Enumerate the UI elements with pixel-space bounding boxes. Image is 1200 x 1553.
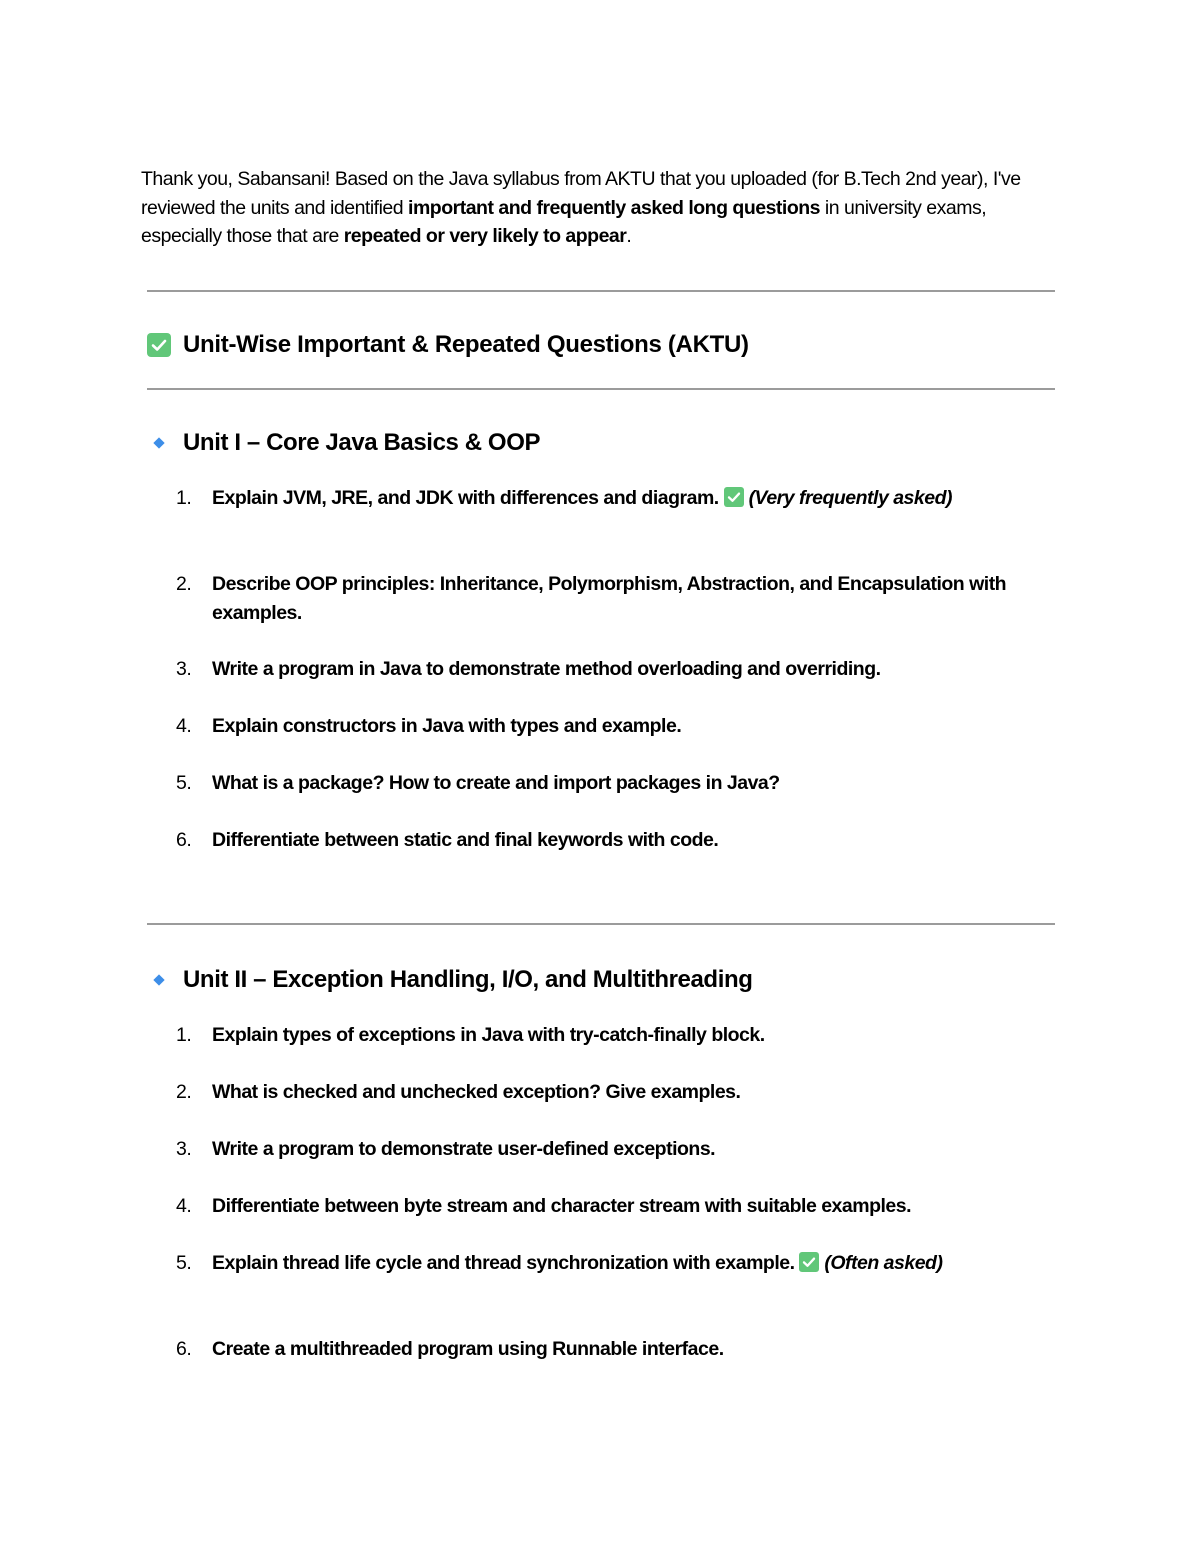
question-text: Create a multithreaded program using Runnable interface. bbox=[212, 1338, 724, 1360]
question-number: 1. bbox=[176, 1024, 192, 1046]
intro-bold-2: repeated or very likely to appear bbox=[343, 225, 627, 247]
list-item bbox=[176, 712, 1036, 741]
question-number: 5. bbox=[176, 772, 192, 794]
question-text: Write a program to demonstrate user-defined exceptions. bbox=[212, 1138, 716, 1160]
list-item bbox=[176, 1192, 1036, 1221]
intro-text-1: Thank you, Sabansani! Based on the Java syllabus from AKTU that you uploaded (for B.Tech 2nd year), I've reviewed the units and identified bbox=[141, 168, 1021, 219]
list-item bbox=[176, 1021, 1036, 1050]
section-heading-title: Unit-Wise Important & Repeated Questions (AKTU) bbox=[183, 331, 749, 358]
question-number: 2. bbox=[176, 573, 192, 595]
list-item bbox=[176, 1249, 1036, 1278]
horizontal-rule bbox=[147, 923, 1055, 925]
question-text: Differentiate between byte stream and character stream with suitable examples. bbox=[212, 1195, 912, 1217]
question-text: Differentiate between static and final keywords with code. bbox=[212, 829, 719, 851]
list-item bbox=[176, 826, 1036, 855]
question-number: 1. bbox=[176, 487, 192, 509]
unit-title: Unit I – Core Java Basics & OOP bbox=[183, 429, 541, 456]
list-item bbox=[176, 1135, 1036, 1164]
question-text: Explain JVM, JRE, and JDK with differences and diagram. bbox=[212, 487, 719, 509]
question-text: Explain types of exceptions in Java with try-catch-finally block. bbox=[212, 1024, 765, 1046]
small-blue-diamond-icon bbox=[152, 973, 166, 987]
intro-text-2: in university exams, especially those that are bbox=[141, 196, 987, 247]
list-item bbox=[176, 655, 1036, 684]
question-text: Explain constructors in Java with types and example. bbox=[212, 715, 682, 737]
horizontal-rule bbox=[147, 388, 1055, 390]
question-number: 3. bbox=[176, 1138, 192, 1160]
intro-paragraph bbox=[141, 165, 1056, 251]
small-blue-diamond-icon bbox=[152, 436, 166, 450]
check-mark-button-icon bbox=[799, 1252, 819, 1272]
question-number: 4. bbox=[176, 715, 192, 737]
question-number: 6. bbox=[176, 1338, 192, 1360]
question-text: Explain thread life cycle and thread synchronization with example. bbox=[212, 1252, 795, 1274]
question-number: 4. bbox=[176, 1195, 192, 1217]
list-item bbox=[176, 1335, 1036, 1364]
check-mark-button-icon bbox=[724, 487, 744, 507]
unit-heading-2 bbox=[152, 963, 752, 997]
list-item bbox=[176, 570, 1036, 627]
question-text: What is a package? How to create and import packages in Java? bbox=[212, 772, 780, 794]
list-item bbox=[176, 1078, 1036, 1107]
question-note: (Often asked) bbox=[824, 1252, 943, 1274]
check-mark-button-icon bbox=[147, 333, 171, 357]
question-number: 3. bbox=[176, 658, 192, 680]
intro-bold-1: important and frequently asked long questions bbox=[408, 196, 820, 219]
unit-heading-1 bbox=[152, 426, 540, 460]
question-note: (Very frequently asked) bbox=[748, 487, 953, 509]
question-text: What is checked and unchecked exception? Give examples. bbox=[212, 1081, 741, 1103]
unit-title: Unit II – Exception Handling, I/O, and Multithreading bbox=[183, 966, 753, 993]
list-item bbox=[176, 769, 1036, 798]
question-number: 5. bbox=[176, 1252, 192, 1274]
question-text: Describe OOP principles: Inheritance, Polymorphism, Abstraction, and Encapsulation with examples. bbox=[212, 573, 1007, 624]
list-item bbox=[176, 484, 1036, 513]
section-heading bbox=[147, 328, 749, 362]
horizontal-rule bbox=[147, 290, 1055, 292]
question-text: Write a program in Java to demonstrate method overloading and overriding. bbox=[212, 658, 881, 680]
question-number: 6. bbox=[176, 829, 192, 851]
intro-text-3: . bbox=[626, 225, 632, 247]
question-number: 2. bbox=[176, 1081, 192, 1103]
